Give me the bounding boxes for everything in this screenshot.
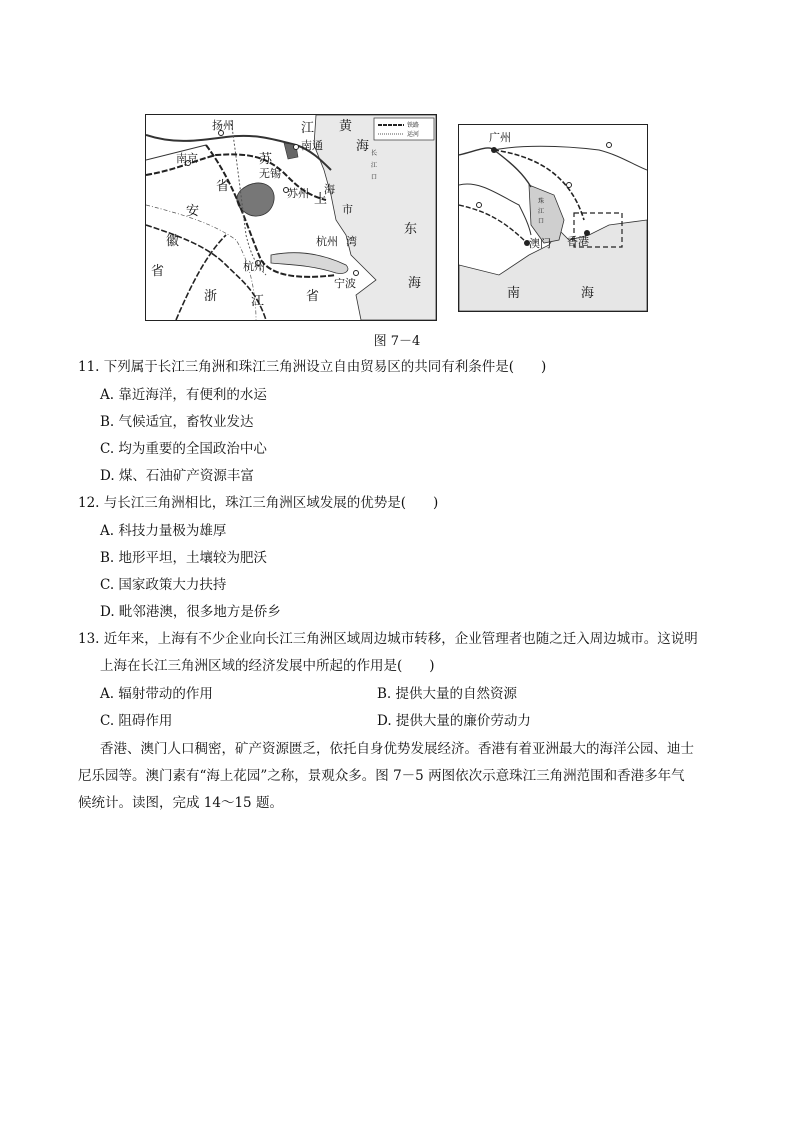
question-13-line2: 上海在长江三角洲区域的经济发展中所起的作用是( ) [100,658,435,674]
label-nan: 南 [507,286,521,301]
label-jiang-1: 江 [301,121,315,136]
question-12 [78,494,438,512]
q11-option-d: D. 煤、石油矿产资源丰富 [100,468,254,484]
q11-option-b: B. 气候适宜，畜牧业发达 [100,414,254,430]
question-number: 12. [78,495,100,511]
label-sheng-1: 省 [216,179,230,194]
label-jiang-3: 江 [251,294,265,309]
label-hongkong: 香港 [567,235,589,248]
label-shi: 市 [342,203,353,216]
q12-option-c: C. 国家政策大力扶持 [100,577,227,593]
yangtze-delta-map-graphic [146,115,436,320]
label-chang: 长 [371,150,378,157]
question-stem: 与长江三角洲相比，珠江三角洲区域发展的优势是( ) [103,495,439,511]
label-huang: 黄 [339,119,353,134]
q12-option-a: A. 科技力量极为雄厚 [100,523,227,539]
label-nantong: 南通 [301,139,323,152]
q11-option-c: C. 均为重要的全国政治中心 [100,441,267,457]
label-jiang: 江 [538,208,545,215]
label-hai: 海 [581,286,595,301]
passage-line-1: 香港、澳门人口稠密，矿产资源匮乏，依托自身优势发展经济。香港有着亚洲最大的海洋公园、迪士 [100,741,694,757]
label-suzhou: 苏州 [287,187,309,200]
label-hui: 徽 [166,234,180,249]
question-11 [78,358,546,376]
label-nanjing: 南京 [176,152,198,165]
pearl-delta-map-graphic [459,125,647,311]
question-stem-line1: 近年来，上海有不少企业向长江三角洲区域周边城市转移，企业管理者也随之迁入周边城市。这说明 [103,631,698,647]
q13-option-d: D. 提供大量的廉价劳动力 [377,713,531,729]
label-hai-3: 海 [408,276,422,291]
yangtze-delta-map [145,114,437,321]
q13-option-c: C. 阻碍作用 [100,713,173,729]
label-hai-2: 海 [324,183,335,196]
figure-caption: 图 7－4 [373,334,421,349]
question-number: 13. [78,631,100,647]
label-wan: 湾 [346,235,357,248]
label-zhu: 珠 [538,198,545,205]
label-macao: 澳门 [529,237,551,250]
label-shang: 上 [314,192,328,207]
q13-option-a: A. 辐射带动的作用 [100,686,213,702]
q12-option-b: B. 地形平坦，土壤较为肥沃 [100,550,268,566]
label-hangzhou: 杭州 [243,260,265,273]
question-13 [78,630,698,648]
label-wuxi: 无锡 [259,167,281,180]
q13-option-b: B. 提供大量的自然资源 [377,686,518,702]
label-ningbo: 宁波 [334,277,356,290]
label-su: 苏 [259,152,273,167]
q11-option-a: A. 靠近海洋，有便利的水运 [100,387,267,403]
label-kou: 口 [538,218,545,225]
label-guangzhou: 广州 [489,131,511,144]
label-jiang-2: 江 [371,162,378,169]
passage-line-3: 候统计。读图，完成 14～15 题。 [78,795,283,811]
label-hai-1: 海 [356,139,370,154]
label-sheng-3: 省 [306,289,320,304]
label-zhe: 浙 [204,289,218,304]
label-sheng-2: 省 [151,264,165,279]
label-dong: 东 [404,222,418,237]
question-stem: 下列属于长江三角洲和珠江三角洲设立自由贸易区的共同有利条件是( ) [103,359,547,375]
label-yangzhou: 扬州 [212,119,234,132]
label-hangzhou-bay: 杭州 [316,235,338,248]
legend-railway: 铁路 [407,122,420,129]
passage-line-2: 尼乐园等。澳门素有“海上花园”之称，景观众多。图 7－5 两图依次示意珠江三角洲范围和香港多年气 [78,768,685,784]
legend-canal: 运河 [407,131,420,138]
pearl-delta-map [458,124,648,312]
q12-option-d: D. 毗邻港澳，很多地方是侨乡 [100,604,281,620]
label-an: 安 [186,204,200,219]
label-kou: 口 [371,174,378,181]
question-number: 11. [78,359,100,375]
